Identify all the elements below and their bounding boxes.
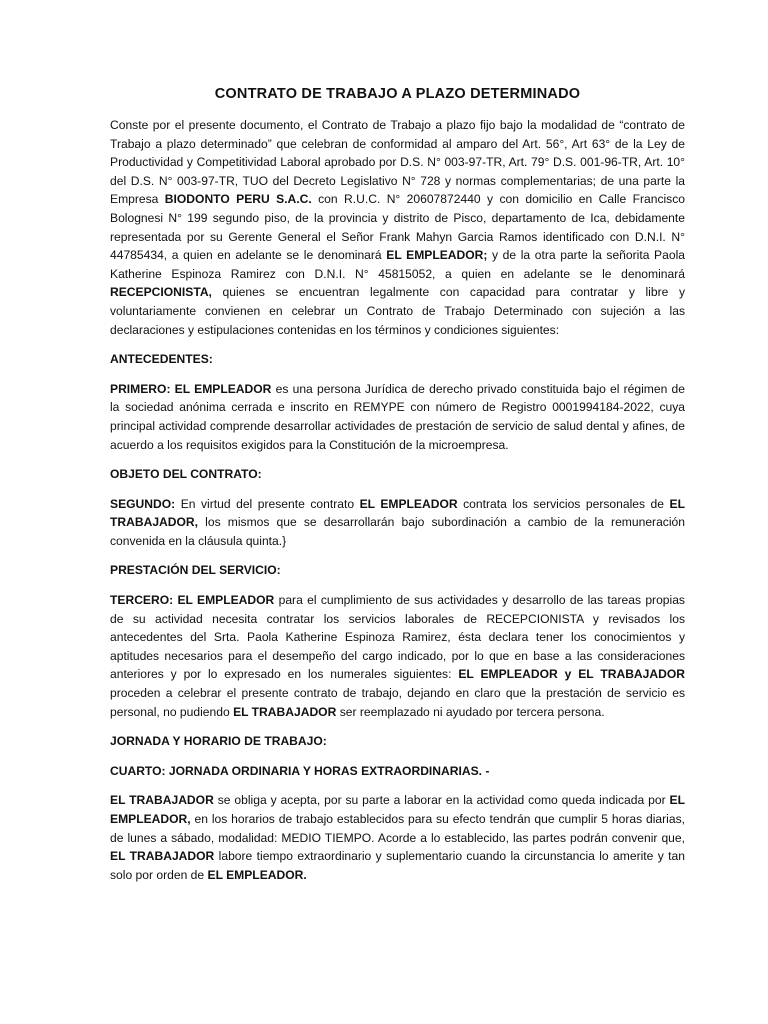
clause-text: los mismos que se desarrollarán bajo subordinación a cambio de la remuneración convenida en la cláusula quinta.} [110, 515, 685, 548]
clause-emphasis: EL TRABAJADOR, [110, 496, 685, 530]
clause-label: TERCERO: EL EMPLEADOR [110, 593, 275, 608]
clause-text: ser reemplazado ni ayudado por tercera persona. [336, 704, 605, 719]
clause-emphasis: EL EMPLEADOR, [110, 793, 685, 826]
clause-emphasis: EL EMPLEADOR y EL TRABAJADOR [458, 667, 685, 682]
heading-prestacion: PRESTACIÓN DEL SERVICIO: [110, 563, 281, 578]
clause-primero [110, 380, 685, 454]
intro-company: BIODONTO PERU S.A.C. [164, 192, 312, 207]
clause-emphasis: EL EMPLEADOR. [207, 867, 307, 882]
clause-label: PRIMERO: EL EMPLEADOR [110, 381, 272, 396]
clause-segundo [110, 495, 685, 551]
clause-cuarto [110, 791, 685, 884]
clause-emphasis: EL EMPLEADOR [359, 496, 458, 511]
intro-text: y de la otra parte la señorita Paola Katherine Espinoza Ramirez con D.N.I. N° 45815052, a quien en adelante se le denominará [110, 248, 685, 281]
clause-tercero [110, 591, 685, 721]
clause-emphasis: EL TRABAJADOR [110, 849, 215, 864]
intro-paragraph [110, 116, 685, 339]
intro-text: Conste por el presente documento, el Contrato de Trabajo a plazo fijo bajo la modalidad de “contrato de Trabajo a plazo determinado” que celebran de conformidad al amparo del Art. 56°, Art 63° de la Ley de Productividad y Competitividad Laboral aprobado por D.S. N° 003-97-TR, Art. 79° D.S. 001-96-TR, Art. 10° del D.S. N° 003-97-TR, TUO del Decreto Legislativo N° 728 y normas complementarias; de una parte la Empresa [110, 118, 685, 207]
heading-antecedentes: ANTECEDENTES: [110, 352, 213, 367]
clause-text: para el cumplimiento de sus actividades y desarrollo de las tareas propias de su actividad necesita contratar los servicios laborales de RECEPCIONISTA y revisados los antecedentes del Srta. Paola Katherine Espinoza Ramirez, ésta declara tener los conocimientos y aptitudes necesarios para el desempeño del cargo indicado, por lo que en base a las consideraciones anteriores y por lo expresado en los numerales siguientes: [110, 593, 685, 682]
document-title: CONTRATO DE TRABAJO A PLAZO DETERMINADO [214, 86, 581, 102]
clause-text: En virtud del presente contrato [175, 496, 360, 511]
heading-objeto: OBJETO DEL CONTRATO: [110, 467, 262, 482]
clause-text: contrata los servicios personales de [457, 496, 670, 511]
clause-text: se obliga y acepta, por su parte a laborar en la actividad como queda indicada por [213, 793, 670, 808]
clause-text: proceden a celebrar el presente contrato de trabajo, dejando en claro que la prestación de servicio es personal, no pudiendo [110, 686, 685, 719]
heading-jornada: JORNADA Y HORARIO DE TRABAJO: [110, 734, 327, 749]
clause-label: SEGUNDO: [110, 496, 176, 511]
clause-text: en los horarios de trabajo establecidos para su efecto tendrán que cumplir 5 horas diarias, de lunes a sábado, modalidad: MEDIO TIEMPO. Acorde a lo establecido, las partes podrán convenir que, [110, 812, 685, 845]
intro-text: con R.U.C. N° 20607872440 y con domicilio en Calle Francisco Bolognesi N° 199 segundo piso, de la provincia y distrito de Pisco, departamento de Ica, debidamente representada por su Gerente General el Señor Frank Mahyn Garcia Ramos identificado con D.N.I. N° 44785434, a quien en adelante se le denominará [110, 192, 685, 263]
clause-emphasis: EL TRABAJADOR [110, 793, 214, 808]
clause-text: labore tiempo extraordinario y suplementario cuando la circunstancia lo amerite y tan solo por orden de [110, 849, 685, 882]
intro-text: quienes se encuentran legalmente con capacidad para contratar y libre y voluntariamente convienen en celebrar un Contrato de Trabajo Determinado con sujeción a las declaraciones y estipulaciones contenidas en los términos y condiciones siguientes: [110, 285, 685, 337]
clause-text: es una persona Jurídica de derecho privado constituida bajo el régimen de la sociedad anónima cerrada e inscrito en REMYPE con número de Registro 0001994184-2022, cuya principal actividad comprende desarrollar actividades de prestación de servicio de salud dental y afines, de acuerdo a los requisitos exigidos para la Constitución de la microempresa. [110, 381, 685, 452]
clause-emphasis: EL TRABAJADOR [233, 704, 337, 719]
heading-cuarto: CUARTO: JORNADA ORDINARIA Y HORAS EXTRAORDINARIAS. - [110, 763, 490, 778]
intro-role: RECEPCIONISTA, [110, 285, 212, 300]
intro-employer: EL EMPLEADOR; [386, 248, 488, 263]
